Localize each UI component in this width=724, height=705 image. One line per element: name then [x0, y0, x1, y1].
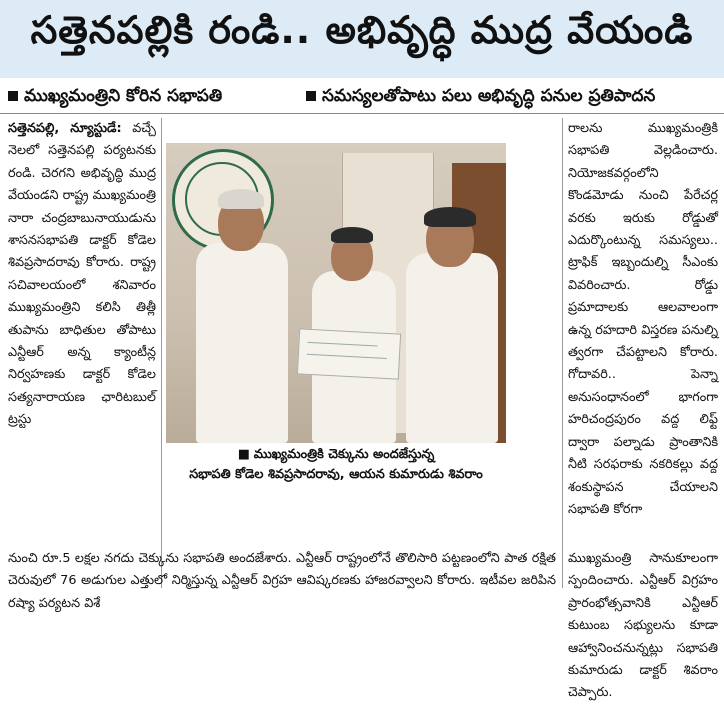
caption-line-2: సభాపతి కోడెల శివప్రసాదరావు, ఆయన కుమారుడు శివరాం — [189, 467, 483, 482]
bullet-square-icon — [306, 91, 316, 101]
article-left-text: వచ్చే నెలలో సత్తెనపల్లి పర్యటనకు రండి. చెరగని అభివృద్ధి ముద్ర వేయండని రాష్ట్ర ముఖ్యమంత్రి నారా చంద్రబాబునాయుడును శాసనసభాపతి డాక్టర్ కోడెల శివప్రసాదరావు కోరారు. రాష్ట్ర సచివాలయంలో శనివారం ముఖ్యమంత్రిని కలిసి తిత్లీ తుపాను బాధితుల తోపాటు ఎన్టీఆర్ అన్న క్యాంటీన్ల నిర్వహణకు డాక్టర్ కోడెల సత్యనారాయణ ఛారిటబుల్ ట్రస్టు — [8, 121, 156, 428]
caption-line-1: ముఖ్యమంత్రికి చెక్కును అందజేస్తున్న — [253, 447, 435, 462]
subheading-2 — [306, 86, 655, 110]
subheading-bar — [0, 82, 724, 112]
article-column-left — [8, 118, 156, 432]
header-divider — [0, 113, 724, 114]
column-rule-right — [562, 118, 563, 588]
caption-bullet-icon: ■ — [237, 447, 250, 462]
article-column-right — [568, 118, 718, 521]
subheading-1-text: ముఖ్యమంత్రిని కోరిన సభాపతి — [24, 86, 223, 106]
article-right-text: రాలను ముఖ్యమంత్రికి సభాపతి వెల్లడించారు. నియోజకవర్గంలోని కొండమోడు నుంచి పేరేచర్ల వరకు ఇరుకు రోడ్డుతో ఎదుర్కొంటున్న సమస్యలు.. ట్రాఫిక్ ఇబ్బందుల్ని సీఎంకు వివరించారు. రోడ్డు ప్రమాదాలకు ఆలవాలంగా ఉన్న రహదారి విస్తరణ పనుల్ని త్వరగా చేపట్టాలని కోరారు. గోదావరి.. పెన్నా అనుసంధానంలో భాగంగా హరిచంద్రపురం వద్ద లిఫ్ట్ ద్వారా పల్నాడు ప్రాంతానికి నీటి సరఫరాకు నకరికల్లు వద్ద శంకుస్థాపన చేయాలని సభాపతి కోరగా — [568, 121, 718, 517]
article-bottom-left — [8, 548, 556, 615]
photo-caption — [166, 445, 506, 501]
article-headline: సత్తెనపల్లికి రండి.. అభివృద్ధి ముద్ర వేయండి — [30, 8, 694, 52]
bullet-square-icon — [8, 91, 18, 101]
cheque — [297, 328, 401, 379]
article-bottom-text: నుంచి రూ.5 లక్షల నగదు చెక్కును సభాపతి అందజేశారు. ఎన్టీఆర్ రాష్ట్రంలోనే తొలిసారి పట్టణంలోని పాత రక్షిత చెరువులో 76 అడుగుల ఎత్తులో నిర్మిస్తున్న ఎన్టీఆర్ విగ్రహ ఆవిష్కరణకు హాజరవ్వాలని కోరారు. ఇటీవల జరిపిన రష్యా పర్యటన విశే — [8, 551, 556, 611]
news-photo — [166, 143, 506, 443]
column-rule-left — [161, 118, 162, 588]
dateline: సత్తెనపల్లి, న్యూస్టుడే: — [8, 121, 122, 136]
subheading-2-text: సమస్యలతోపాటు పలు అభివృద్ధి పనుల ప్రతిపాదన — [322, 86, 656, 106]
subheading-1 — [8, 86, 222, 110]
article-bottom-right-text: ముఖ్యమంత్రి సానుకూలంగా స్పందించారు. ఎన్టీఆర్ విగ్రహం ప్రారంభోత్సవానికి ఎన్టీఆర్ కుటుంబ సభ్యులను కూడా ఆహ్వానించనున్నట్లు సభాపతి కుమారుడు డాక్టర్ శివరాం చెప్పారు. — [568, 551, 718, 701]
article-bottom-right — [568, 548, 718, 705]
